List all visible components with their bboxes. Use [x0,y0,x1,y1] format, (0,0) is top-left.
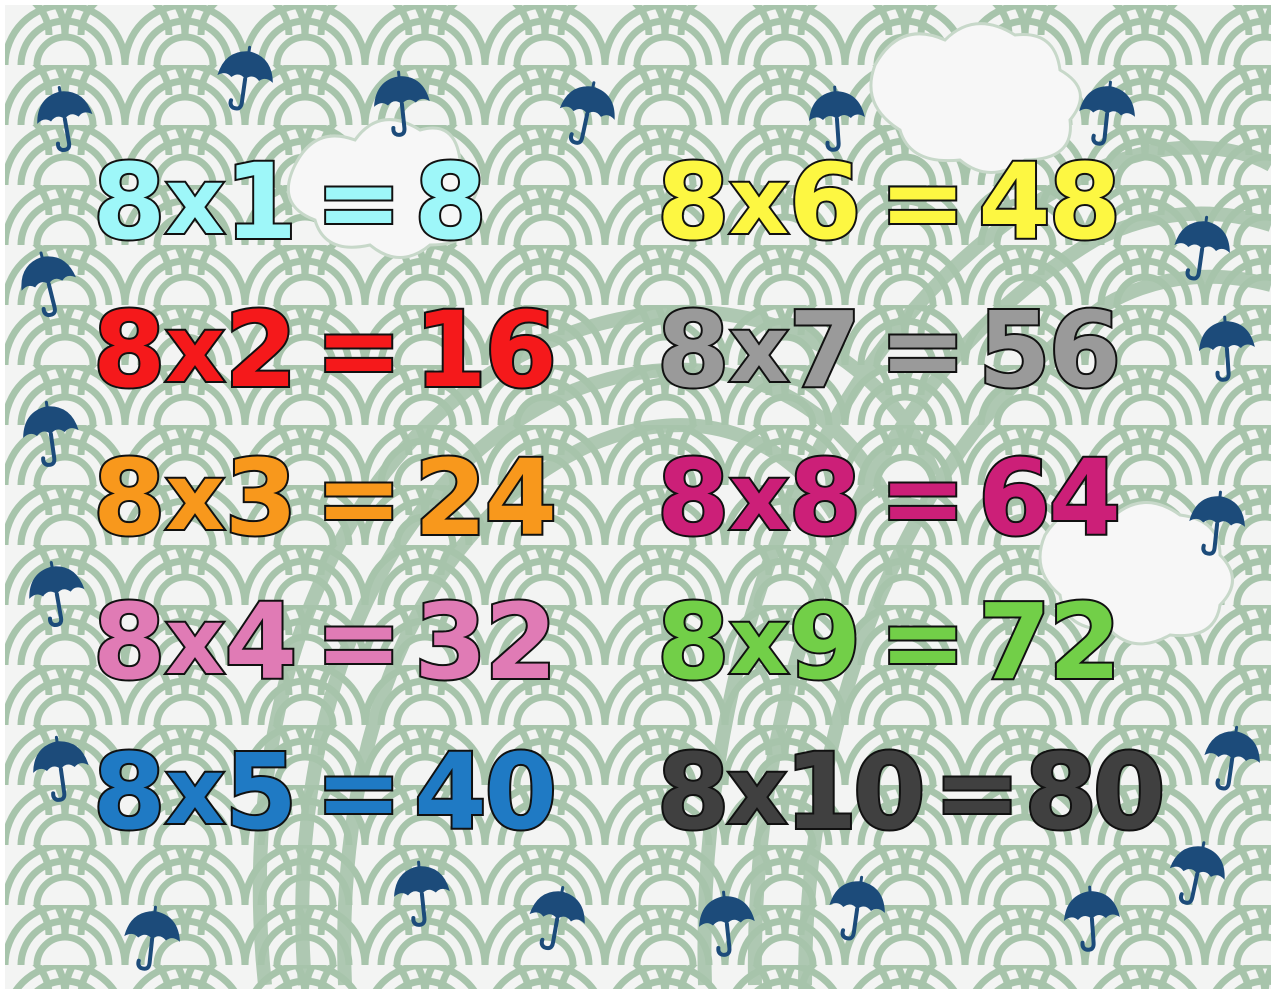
multiplicand: 8 [657,289,728,411]
times-sign: x [165,588,223,695]
umbrella-icon [27,80,102,160]
multiplicand: 8 [657,731,726,853]
multiplicand: 8 [93,731,164,853]
umbrella-icon [14,396,87,474]
multiplicand: 8 [657,141,728,263]
times-sign: x [727,738,783,845]
umbrella-icon [519,880,594,960]
multiplicand: 8 [93,141,164,263]
umbrella-icon [1195,721,1268,799]
equation-row-8 [657,433,1119,563]
product: 40 [414,731,555,853]
umbrella-icon [387,857,458,933]
umbrella-icon [19,555,94,635]
umbrella-icon [1193,313,1262,387]
multiplier: 1 [224,141,296,263]
umbrella-icon [1058,883,1127,957]
equals-sign: = [315,141,401,263]
equation-row-7 [657,285,1119,415]
equals-sign: = [315,437,401,559]
times-sign: x [165,296,223,403]
equation-row-3 [93,433,555,563]
product: 56 [978,289,1119,411]
equation-row-9 [657,577,1119,707]
umbrella-icon [208,41,281,119]
multiplier: 2 [224,289,296,411]
multiplier: 7 [788,289,860,411]
umbrella-icon [117,902,188,978]
product: 24 [414,437,555,559]
equation-row-2 [93,285,555,415]
product: 8 [414,141,485,263]
times-sign: x [729,296,787,403]
equals-sign: = [879,289,965,411]
multiplier: 3 [224,437,296,559]
equals-sign: = [933,731,1017,853]
times-sign: x [165,444,223,551]
umbrella-icon [803,83,872,157]
equals-sign: = [315,289,401,411]
equation-row-5 [93,727,555,857]
multiplicand: 8 [657,437,728,559]
multiplier: 8 [788,437,860,559]
equals-sign: = [315,731,401,853]
product: 16 [414,289,555,411]
times-sign: x [729,148,787,255]
multiplicand: 8 [93,581,164,703]
multiplier: 5 [224,731,296,853]
umbrella-icon [820,871,893,949]
umbrella-icon [1072,77,1143,153]
equals-sign: = [879,141,965,263]
multiplier: 4 [224,581,296,703]
times-sign: x [165,738,223,845]
umbrella-icon [692,887,763,963]
equals-sign: = [879,437,965,559]
times-sign: x [729,588,787,695]
product: 72 [978,581,1119,703]
multiplier: 6 [788,141,860,263]
equation-row-4 [93,577,555,707]
times-sign: x [729,444,787,551]
product: 80 [1024,731,1162,853]
times-sign: x [165,148,223,255]
multiplicand: 8 [93,289,164,411]
equation-row-10 [657,727,1161,857]
multiplier: 10 [784,731,922,853]
equals-sign: = [315,581,401,703]
umbrella-icon [1182,487,1253,563]
multiplicand: 8 [93,437,164,559]
multiplicand: 8 [657,581,728,703]
umbrella-icon [1165,211,1238,289]
product: 64 [978,437,1119,559]
umbrella-icon [367,67,438,143]
equation-row-1 [93,137,485,267]
product: 32 [414,581,555,703]
times-table-board [5,5,1271,989]
multiplier: 9 [788,581,860,703]
equation-row-6 [657,137,1119,267]
product: 48 [978,141,1119,263]
umbrella-icon [24,731,97,809]
equals-sign: = [879,581,965,703]
